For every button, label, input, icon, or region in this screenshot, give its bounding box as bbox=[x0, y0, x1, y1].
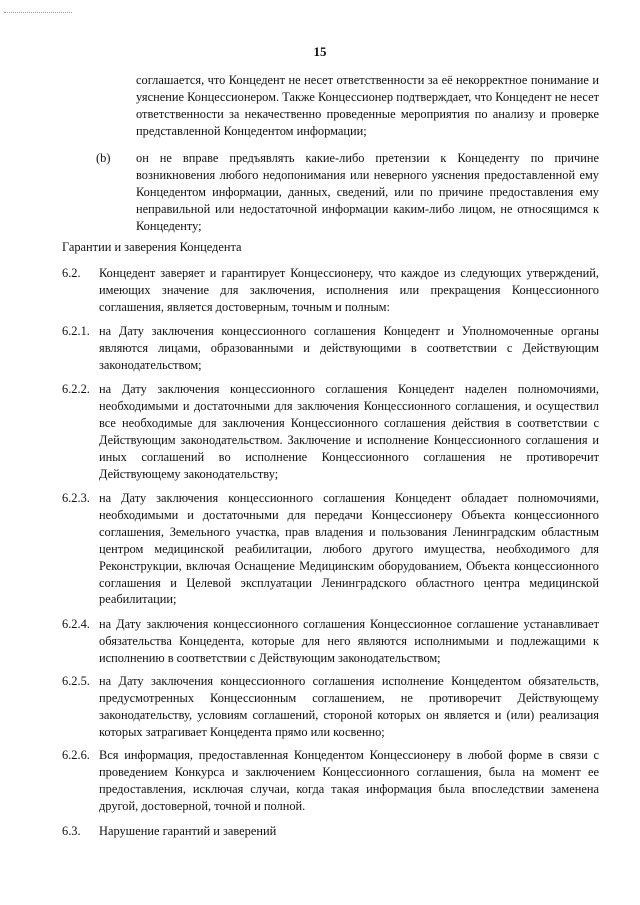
item-b-marker: (b) bbox=[96, 151, 111, 165]
clause-number-6-2-5: 6.2.5. bbox=[62, 674, 90, 688]
clause-text-6-2-2: на Дату заключения концессионного соглашения Концедент наделен полномочиями, необходимыми и достаточными для заключения Концессионного соглашения, и осуществил все необходимые для заключения Концессионного соглашения действия в соответствии с Действующим законодательством. Заключение и исполнение Концессионного соглашения и иных соглашений во исполнение Концессионного соглашения не противоречит Действующему законодательству; bbox=[99, 382, 599, 481]
clause-text-6-3: Нарушение гарантий и заверений bbox=[99, 824, 277, 838]
clause-number-6-2-2: 6.2.2. bbox=[62, 382, 90, 396]
clause-text-6-2-6: Вся информация, предоставленная Концедентом Концессионеру в любой форме в связи с проведением Конкурса и заключением Концессионного соглашения, была на момент ее предоставления, исключая случаи, когда такая информация была впоследствии заменена другой, достоверной, точной и полной. bbox=[99, 748, 599, 813]
clause-number-6-2-6: 6.2.6. bbox=[62, 748, 90, 762]
scan-artifact bbox=[4, 12, 72, 13]
intro-continuation-paragraph: соглашается, что Концедент не несет ответственности за её некорректное понимание и уяснение Концессионером. Также Концессионер подтверждает, что Концедент не несет ответственности за некачественно проведенные мероприятия по анализу и проверке представленной Концедентом информации; bbox=[136, 73, 599, 138]
clause-number-6-2-4: 6.2.4. bbox=[62, 617, 90, 631]
item-b-text: он не вправе предъявлять какие-либо претензии к Концеденту по причине возникновения любого недопонимания или неверного уяснения предоставленной ему Концедентом информации, данных, сведений, или по причине предоставления ему неправильной или недостаточной информации каким-либо лицом, не относящимся к Концеденту; bbox=[136, 151, 599, 233]
page-number: 15 bbox=[313, 44, 327, 59]
clause-text-6-2-3: на Дату заключения концессионного соглашения Концедент обладает полномочиями, необходимыми и достаточными для передачи Концессионеру Объекта концессионного соглашения, Земельного участка, прав владения и пользования Ленинградским областным центром медицинской реабилитации, любого другого имущества, необходимого для Реконструкции, включая Оснащение Медицинским оборудованием, Объекта концессионного соглашения и Целевой эксплуатации Ленинградского областного центра медицинской реабилитации; bbox=[99, 491, 599, 607]
clause-number-6-2-3: 6.2.3. bbox=[62, 491, 90, 505]
section-heading: Гарантии и заверения Концедента bbox=[62, 240, 242, 254]
clause-number-6-2: 6.2. bbox=[62, 266, 81, 280]
clause-text-6-2-4: на Дату заключения концессионного соглашения Концессионное соглашение устанавливает обязательства Концедента, которые для него являются исполнимыми и подлежащими к исполнению в соответствии с Действующим законодательством; bbox=[99, 617, 599, 665]
clause-text-6-2-5: на Дату заключения концессионного соглашения исполнение Концедентом обязательств, предусмотренных Концессионным соглашением, не противоречит Действующему законодательству, условиям соглашений, стороной которых он является и (или) реализация которых затрагивает Концедента прямо или косвенно; bbox=[99, 674, 599, 739]
clause-number-6-2-1: 6.2.1. bbox=[62, 324, 90, 338]
clause-number-6-3: 6.3. bbox=[62, 824, 81, 838]
clause-text-6-2: Концедент заверяет и гарантирует Концессионеру, что каждое из следующих утверждений, имеющих значение для заключения, исполнения или прекращения Концессионного соглашения, является достоверным, точным и полным: bbox=[99, 266, 599, 314]
clause-text-6-2-1: на Дату заключения концессионного соглашения Концедент и Уполномоченные органы являются лицами, образованными и действующими в соответствии с Действующим законодательством; bbox=[99, 324, 599, 372]
